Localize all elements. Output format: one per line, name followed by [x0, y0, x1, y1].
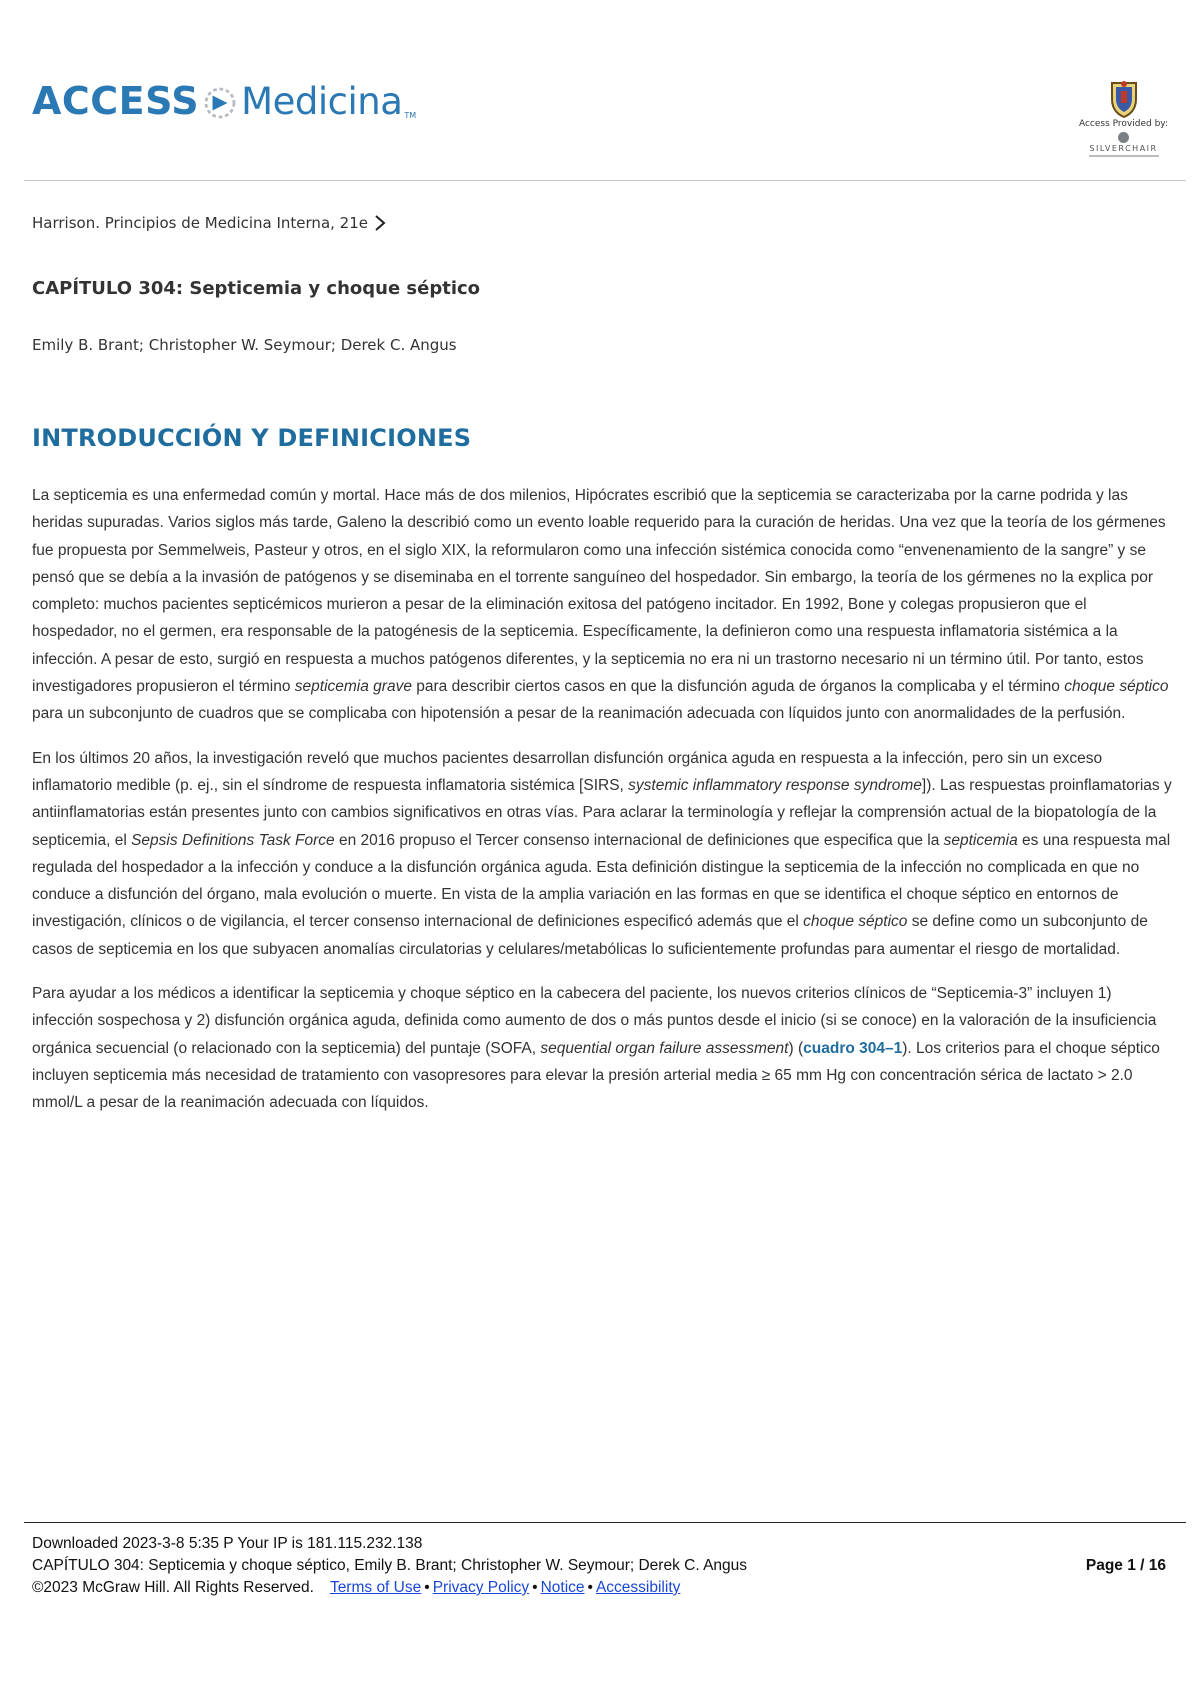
chevron-right-icon [372, 214, 388, 232]
accessibility-link[interactable]: Accessibility [595, 1579, 681, 1596]
page-footer [24, 1522, 1186, 1599]
section-body [32, 482, 1172, 1134]
link-separator: • [424, 1579, 430, 1596]
terms-of-use-link[interactable]: Terms of Use [329, 1579, 422, 1596]
paragraph-2: En los últimos 20 años, la investigación reveló que muchos pacientes desarrollan disfunción orgánica aguda en respuesta a la infección, pero sin un exceso inflamatorio medible (p. ej., sin el síndrome de respuesta inflamatoria sistémica [SIRS, systemic inflammatory response syndrome]). Las respuestas proinflamatorias y antiinflamatorias están presentes junto con cambios significativos en otras vías. Para aclarar la terminología y reflejar la comprensión actual de la biopatología de la septicemia, el Sepsis Definitions Task Force en 2016 propuso el Tercer consenso internacional de definiciones que especifica que la septicemia es una respuesta mal regulada del hospedador a la infección y conduce a la disfunción orgánica aguda. Esta definición distingue la septicemia de la infección no complicada en que no conduce a disfunción del órgano, mala evolución o muerte. En vista de la amplia variación en las formas en que se identifica el choque séptico en entornos de investigación, clínicos o de vigilancia, el tercer consenso internacional de definiciones especificó además que el choque séptico se define como un subconjunto de casos de septicemia en los que subyacen anomalías circulatorias y celulares/metabólicas lo suficientemente profundas para aumentar el riesgo de mortalidad. [32, 749, 1172, 958]
link-separator: • [587, 1579, 593, 1596]
institution-crest-icon [1106, 79, 1142, 119]
page-number: Page 1 / 16 [1085, 1557, 1166, 1574]
notice-link[interactable]: Notice [540, 1579, 585, 1596]
provider-tagline-line [1089, 155, 1159, 157]
paragraph-3: Para ayudar a los médicos a identificar la septicemia y choque séptico en la cabecera del paciente, los nuevos criterios clínicos de “Septicemia-3” incluyen 1) infección sospechosa y 2) disfunción orgánica aguda, definida como aumento de dos o más puntos desde el inicio (si se conoce) en la valoración de la insuficiencia orgánica secuencial (o relacionado con la septicemia) del puntaje (SOFA, sequential organ failure assessment) (cuadro 304–1). Los criterios para el choque séptico incluyen septicemia más necesidad de tratamiento con vasopresores para elevar la presión arterial media ≥ 65 mm Hg con concentración sérica de lactato > 2.0 mmol/L a pesar de la reanimación adecuada con líquidos. [32, 985, 1160, 1112]
book-breadcrumb[interactable] [32, 214, 388, 232]
link-separator: • [532, 1579, 538, 1596]
silverchair-logo-icon [1118, 132, 1129, 143]
privacy-policy-link[interactable]: Privacy Policy [432, 1579, 530, 1596]
logo-trademark: TM [404, 110, 417, 120]
paragraph-1: La septicemia es una enfermedad común y mortal. Hace más de dos milenios, Hipócrates escribió que la septicemia se caracterizaba por la carne podrida y las heridas supuradas. Varios siglos más tarde, Galeno la describió como un evento loable requerido para la curación de heridas. Una vez que la teoría de los gérmenes fue propuesta por Semmelweis, Pasteur y otros, en el siglo XIX, la reformularon como una infección sistémica conocida como “envenenamiento de la sangre” y se pensó que se debía a la invasión de patógenos y se diseminaba en el torrente sanguíneo del hospedador. Sin embargo, la teoría de los gérmenes no la explica por completo: muchos pacientes septicémicos murieron a pesar de la eliminación exitosa del patógeno incitador. En 1992, Bone y colegas propusieron que el hospedador, no el germen, era responsable de la patogénesis de la septicemia. Específicamente, la definieron como una respuesta inflamatoria sistémica a la infección. A pesar de esto, surgió en respuesta a muchos patógenos diferentes, y la septicemia no era ni un trastorno necesario ni un término útil. Por tanto, estos investigadores propusieron el término septicemia grave para describir ciertos casos en que la disfunción aguda de órganos la complicaba y el término choque séptico para un subconjunto de cuadros que se complicaba con hipotensión a pesar de la reanimación adecuada con líquidos junto con anormalidades de la perfusión. [32, 487, 1169, 723]
footer-links [32, 1577, 1186, 1599]
access-medicina-logo[interactable] [32, 73, 416, 129]
section-heading: INTRODUCCIÓN Y DEFINICIONES [32, 424, 472, 452]
copyright-text: ©2023 McGraw Hill. All Rights Reserved. [32, 1579, 314, 1596]
logo-medicina-text: Medicina [241, 79, 403, 123]
logo-arrow-icon [201, 75, 239, 131]
book-title[interactable]: Harrison. Principios de Medicina Interna, 21e [32, 214, 368, 232]
chapter-authors: Emily B. Brant; Christopher W. Seymour; Derek C. Angus [32, 336, 457, 354]
provider-name: SILVERCHAIR [1089, 144, 1158, 153]
logo-access-text: ACCESS [32, 79, 200, 123]
citation-line: CAPÍTULO 304: Septicemia y choque séptico, Emily B. Brant; Christopher W. Seymour; Derek C. Angus [32, 1557, 748, 1574]
table-reference-link[interactable]: cuadro 304–1 [803, 1039, 903, 1057]
provider-label: Access Provided by: [1078, 119, 1168, 129]
access-provider [1071, 79, 1176, 157]
download-info: Downloaded 2023-3-8 5:35 P Your IP is 181.115.232.138 [32, 1535, 423, 1552]
chapter-title: CAPÍTULO 304: Septicemia y choque séptico [32, 278, 481, 299]
site-header [24, 55, 1186, 181]
